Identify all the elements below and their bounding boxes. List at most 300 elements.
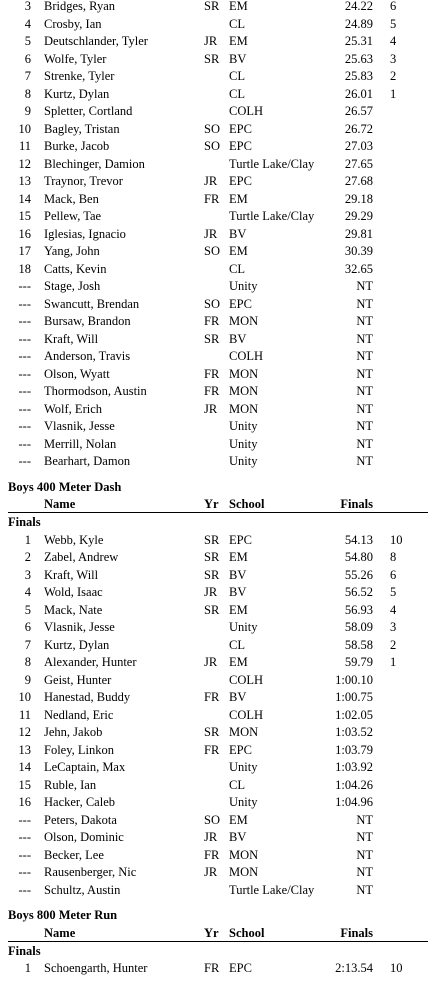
school-cell: Unity [229,436,258,451]
points-cell: 3 [390,620,397,634]
athlete-name: Rausenberger, Nic [44,865,137,879]
mark-cell: 26.57 [344,104,373,118]
result-row [0,602,435,619]
school-cell: CL [229,637,245,652]
result-row [0,960,435,977]
year-cell: SR [204,51,220,66]
points-cell: 4 [390,602,397,617]
year-cell: JR [204,226,218,241]
header-rule [8,512,428,513]
school-cell: Unity [229,454,258,468]
result-row [0,86,435,103]
athlete-name: Pellew, Tae [44,209,102,223]
mark-cell: 24.22 [344,0,373,13]
athlete-name: Crosby, Ian [44,16,102,31]
result-row [0,453,435,470]
place-cell: 15 [18,209,31,223]
year-cell: SO [204,244,220,258]
athlete-name: Olson, Dominic [44,830,124,844]
athlete-name: Jehn, Jakob [44,725,103,739]
place-cell: 18 [18,261,31,276]
result-row [0,418,435,435]
mark-cell: 1:04.96 [335,795,373,809]
points-cell: 10 [390,961,403,975]
place-cell: --- [18,847,31,862]
year-cell: SR [204,550,220,564]
place-cell: 7 [24,637,31,652]
place-cell: --- [18,366,31,381]
place-cell: 1 [24,961,31,975]
place-cell: 7 [24,69,31,83]
result-row [0,812,435,829]
athlete-name: Olson, Wyatt [44,366,110,381]
result-row [0,401,435,418]
mark-cell: NT [356,865,373,879]
mark-cell: 29.18 [344,191,373,206]
place-cell: 10 [18,121,31,136]
place-cell: 10 [18,690,31,704]
mark-cell: NT [356,419,373,433]
school-cell: CL [229,86,245,101]
athlete-name: Schoengarth, Hunter [44,961,148,975]
athlete-name: Kraft, Will [44,567,99,582]
event-title: Boys 400 Meter Dash [8,479,122,494]
athlete-name: Merrill, Nolan [44,436,117,451]
place-cell: 9 [24,672,31,687]
school-cell: EPC [229,121,252,136]
header-yr: Yr [204,925,219,940]
year-cell: SR [204,567,220,582]
mark-cell: 24.89 [344,16,373,31]
year-cell: FR [204,690,220,704]
place-cell: 12 [18,725,31,739]
athlete-name: Kraft, Will [44,331,99,346]
year-cell: FR [204,314,220,328]
school-cell: Unity [229,795,258,809]
points-cell: 2 [390,69,397,83]
athlete-name: Wolfe, Tyler [44,51,107,66]
points-cell: 1 [390,655,397,669]
mark-cell: 56.93 [344,602,373,617]
result-row [0,882,435,899]
mark-cell: NT [356,812,373,827]
athlete-name: Zabel, Andrew [44,550,119,564]
mark-cell: NT [356,847,373,862]
mark-cell: NT [356,331,373,346]
athlete-name: Stage, Josh [44,279,101,293]
place-cell: 9 [24,104,31,118]
place-cell: 13 [18,742,31,757]
school-cell: EPC [229,139,252,153]
school-cell: MON [229,401,259,416]
school-cell: Turtle Lake/Clay [229,156,315,171]
place-cell: 16 [18,226,31,241]
year-cell: FR [204,366,220,381]
school-cell: Unity [229,620,258,634]
place-cell: 4 [24,585,31,599]
year-cell: JR [204,585,218,599]
mark-cell: NT [356,882,373,897]
school-cell: MON [229,847,259,862]
place-cell: 14 [18,760,31,774]
year-cell: SR [204,725,220,739]
place-cell: --- [18,401,31,416]
header-yr: Yr [204,497,219,511]
column-headers [0,496,435,513]
points-cell: 3 [390,51,397,66]
athlete-name: Schultz, Austin [44,882,121,897]
athlete-name: Bearhart, Damon [44,454,131,468]
school-cell: CL [229,261,245,276]
school-cell: Turtle Lake/Clay [229,882,315,897]
school-cell: EM [229,0,248,13]
place-cell: --- [18,865,31,879]
result-row [0,742,435,759]
school-cell: EPC [229,174,252,188]
mark-cell: 25.83 [344,69,373,83]
place-cell: --- [18,349,31,363]
result-row [0,847,435,864]
header-school: School [229,925,265,940]
place-cell: 14 [18,191,31,206]
school-cell: BV [229,830,247,844]
result-row [0,366,435,383]
points-cell: 2 [390,637,397,652]
mark-cell: 26.01 [344,86,373,101]
school-cell: CL [229,69,245,83]
athlete-name: Burke, Jacob [44,139,110,153]
place-cell: 11 [18,707,31,722]
column-headers [0,925,435,942]
place-cell: --- [18,296,31,311]
place-cell: 3 [24,567,31,582]
year-cell: SO [204,296,220,311]
result-row [0,16,435,33]
result-row [0,296,435,313]
athlete-name: Becker, Lee [44,847,104,862]
school-cell: CL [229,777,245,792]
year-cell: SR [204,0,220,13]
points-cell: 5 [390,16,397,31]
result-row [0,619,435,636]
year-cell: SR [204,532,220,547]
year-cell: JR [204,401,218,416]
athlete-name: Webb, Kyle [44,532,104,547]
athlete-name: Swancutt, Brendan [44,296,140,311]
header-name: Name [44,925,76,940]
mark-cell: 1:03.52 [335,725,373,739]
athlete-name: Anderson, Travis [44,349,131,363]
school-cell: BV [229,690,247,704]
year-cell: FR [204,961,220,975]
result-row [0,156,435,173]
school-cell: EPC [229,742,252,757]
result-row [0,0,435,15]
athlete-name: Hanestad, Buddy [44,690,131,704]
school-cell: Unity [229,760,258,774]
place-cell: --- [18,812,31,827]
mark-cell: 2:13.54 [335,961,373,975]
school-cell: Turtle Lake/Clay [229,209,315,223]
year-cell: SR [204,331,220,346]
place-cell: 8 [24,655,31,669]
result-row [0,864,435,881]
header-name: Name [44,497,76,511]
year-cell: SR [204,602,220,617]
place-cell: 6 [24,51,31,66]
school-cell: Unity [229,279,258,293]
athlete-name: Foley, Linkon [44,742,115,757]
school-cell: EM [229,191,248,206]
place-cell: --- [18,436,31,451]
finals-subhead: Finals [8,515,41,529]
school-cell: BV [229,567,247,582]
athlete-name: Hacker, Caleb [44,795,115,809]
result-row [0,243,435,260]
result-row [0,331,435,348]
place-cell: --- [18,830,31,844]
mark-cell: 54.80 [344,550,373,564]
mark-cell: 56.52 [344,585,373,599]
result-row [0,208,435,225]
place-cell: 15 [18,777,31,792]
year-cell: JR [204,34,218,48]
year-cell: FR [204,847,220,862]
points-cell: 6 [390,0,397,13]
athlete-name: Bagley, Tristan [44,121,120,136]
result-row [0,707,435,724]
mark-cell: 27.68 [344,174,373,188]
athlete-name: Iglesias, Ignacio [44,226,126,241]
place-cell: --- [18,882,31,897]
school-cell: BV [229,585,247,599]
place-cell: 13 [18,174,31,188]
place-cell: 16 [18,795,31,809]
place-cell: --- [18,384,31,398]
result-row [0,724,435,741]
mark-cell: NT [356,401,373,416]
result-row [0,794,435,811]
athlete-name: Catts, Kevin [44,261,107,276]
athlete-name: Deutschlander, Tyler [44,34,148,48]
school-cell: BV [229,331,247,346]
mark-cell: 54.13 [344,532,373,547]
mark-cell: 27.65 [344,156,373,171]
place-cell: --- [18,419,31,433]
event-title: Boys 800 Meter Run [8,908,118,922]
mark-cell: NT [356,296,373,311]
school-cell: BV [229,226,247,241]
mark-cell: 26.72 [344,121,373,136]
school-cell: EPC [229,532,252,547]
mark-cell: 55.26 [344,567,373,582]
header-school: School [229,497,265,511]
mark-cell: 27.03 [344,139,373,153]
mark-cell: 1:03.92 [335,760,373,774]
result-row [0,654,435,671]
place-cell: 6 [24,620,31,634]
points-cell: 10 [390,532,403,547]
points-cell: 4 [390,34,397,48]
result-row [0,191,435,208]
school-cell: EM [229,550,248,564]
mark-cell: 29.81 [344,226,373,241]
result-row [0,348,435,365]
mark-cell: 25.63 [344,51,373,66]
mark-cell: NT [356,314,373,328]
school-cell: EM [229,812,248,827]
result-row [0,313,435,330]
result-row [0,173,435,190]
athlete-name: Vlasnik, Jesse [44,419,115,433]
school-cell: Unity [229,419,258,433]
athlete-name: Traynor, Trevor [44,174,123,188]
mark-cell: 1:04.26 [335,777,373,792]
place-cell: 5 [24,34,31,48]
school-cell: COLH [229,104,264,118]
athlete-name: Vlasnik, Jesse [44,620,115,634]
place-cell: 4 [24,16,31,31]
place-cell: 11 [18,139,31,153]
year-cell: SO [204,812,220,827]
mark-cell: NT [356,279,373,293]
school-cell: EM [229,34,248,48]
year-cell: FR [204,742,220,757]
athlete-name: Wolf, Erich [44,401,103,416]
result-row [0,261,435,278]
finals-subhead: Finals [8,943,41,958]
mark-cell: 58.09 [344,620,373,634]
result-row [0,584,435,601]
result-row [0,383,435,400]
year-cell: JR [204,655,218,669]
result-row [0,68,435,85]
mark-cell: NT [356,366,373,381]
place-cell: 1 [24,532,31,547]
school-cell: COLH [229,672,264,687]
athlete-name: Bursaw, Brandon [44,314,131,328]
result-row [0,138,435,155]
mark-cell: 1:02.05 [335,707,373,722]
mark-cell: NT [356,384,373,398]
header-rule [8,941,428,942]
result-row [0,51,435,68]
athlete-name: Peters, Dakota [44,812,117,827]
school-cell: BV [229,51,247,66]
athlete-name: Blechinger, Damion [44,156,145,171]
result-row [0,436,435,453]
result-row [0,567,435,584]
mark-cell: 58.58 [344,637,373,652]
result-row [0,33,435,50]
points-cell: 5 [390,585,397,599]
place-cell: 2 [24,550,31,564]
mark-cell: 30.39 [344,244,373,258]
result-row [0,759,435,776]
place-cell: 3 [24,0,31,13]
mark-cell: 25.31 [344,34,373,48]
points-cell: 6 [390,567,397,582]
school-cell: MON [229,725,259,739]
year-cell: FR [204,191,220,206]
result-row [0,226,435,243]
mark-cell: NT [356,436,373,451]
school-cell: COLH [229,707,264,722]
result-row [0,829,435,846]
athlete-name: Kurtz, Dylan [44,637,110,652]
mark-cell: NT [356,349,373,363]
athlete-name: Bridges, Ryan [44,0,116,13]
school-cell: COLH [229,349,264,363]
year-cell: JR [204,865,218,879]
result-row [0,549,435,566]
school-cell: MON [229,865,259,879]
result-row [0,672,435,689]
result-row [0,689,435,706]
athlete-name: Thormodson, Austin [44,384,147,398]
place-cell: 12 [18,156,31,171]
mark-cell: 1:00.75 [335,690,373,704]
school-cell: EM [229,602,248,617]
points-cell: 1 [390,86,397,101]
year-cell: SO [204,139,220,153]
athlete-name: Ruble, Ian [44,777,97,792]
athlete-name: Strenke, Tyler [44,69,115,83]
athlete-name: Mack, Ben [44,191,99,206]
athlete-name: LeCaptain, Max [44,760,126,774]
year-cell: JR [204,830,218,844]
header-mark: Finals [340,925,373,940]
mark-cell: 59.79 [344,655,373,669]
mark-cell: 1:00.10 [335,672,373,687]
place-cell: --- [18,331,31,346]
mark-cell: 32.65 [344,261,373,276]
points-cell: 8 [390,550,397,564]
athlete-name: Wold, Isaac [44,585,103,599]
school-cell: MON [229,314,259,328]
header-mark: Finals [340,497,373,511]
result-row [0,532,435,549]
mark-cell: NT [356,454,373,468]
year-cell: JR [204,174,218,188]
mark-cell: NT [356,830,373,844]
school-cell: MON [229,384,259,398]
place-cell: 17 [18,244,31,258]
athlete-name: Nedland, Eric [44,707,114,722]
result-row [0,103,435,120]
school-cell: MON [229,366,259,381]
mark-cell: 29.29 [344,209,373,223]
school-cell: EM [229,244,248,258]
result-row [0,121,435,138]
school-cell: EPC [229,961,252,975]
place-cell: --- [18,279,31,293]
year-cell: SO [204,121,220,136]
athlete-name: Kurtz, Dylan [44,86,110,101]
school-cell: EM [229,655,248,669]
year-cell: FR [204,384,220,398]
athlete-name: Alexander, Hunter [44,655,137,669]
school-cell: CL [229,16,245,31]
athlete-name: Mack, Nate [44,602,103,617]
athlete-name: Spletter, Cortland [44,104,133,118]
result-row [0,777,435,794]
athlete-name: Yang, John [44,244,100,258]
place-cell: 5 [24,602,31,617]
mark-cell: 1:03.79 [335,742,373,757]
athlete-name: Geist, Hunter [44,672,112,687]
place-cell: 8 [24,86,31,101]
